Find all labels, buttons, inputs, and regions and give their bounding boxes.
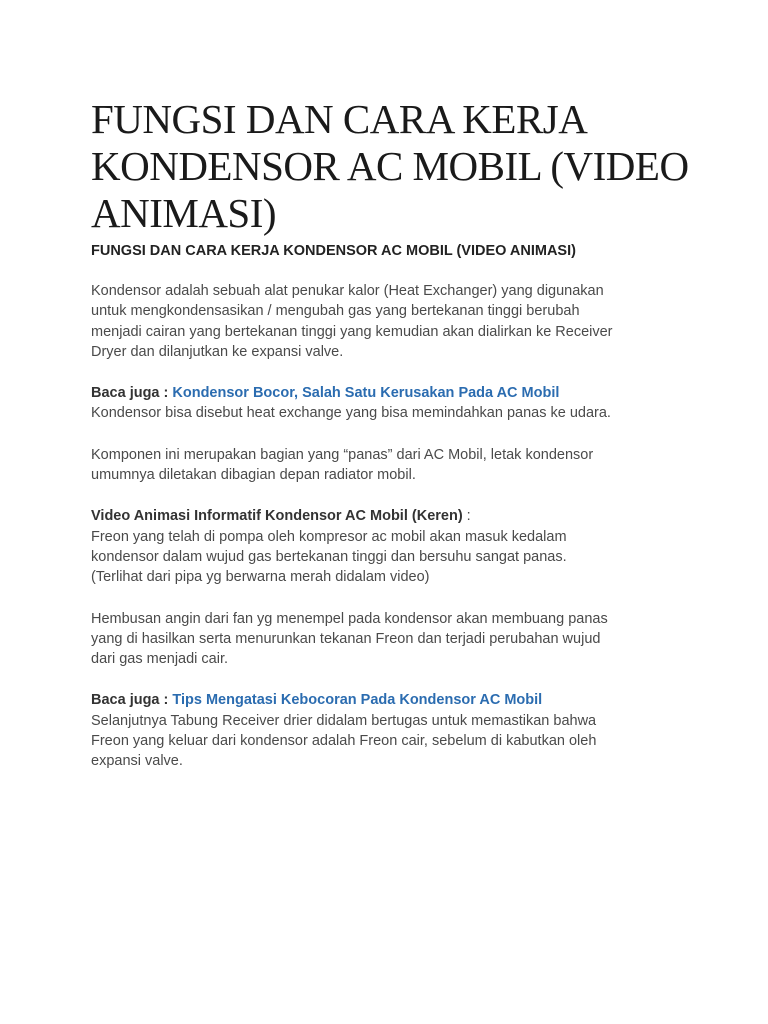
read-also-paragraph-2 bbox=[91, 690, 691, 771]
read-also-after-1: Kondensor bisa disebut heat exchange yang bisa memindahkan panas ke udara. bbox=[91, 405, 611, 422]
fan-line-1: Hembusan angin dari fan yg menempel pada kondensor akan membuang panas bbox=[91, 610, 608, 627]
document-page bbox=[91, 96, 691, 772]
title-line-3: ANIMASI) bbox=[91, 190, 277, 236]
page-title bbox=[91, 96, 691, 237]
read-also-line-1 bbox=[91, 383, 691, 403]
component-paragraph bbox=[91, 445, 691, 486]
read-also-link-1[interactable]: Kondensor Bocor, Salah Satu Kerusakan Pada AC Mobil bbox=[172, 385, 560, 402]
video-paragraph bbox=[91, 506, 691, 587]
article-subtitle: FUNGSI DAN CARA KERJA KONDENSOR AC MOBIL (VIDEO ANIMASI) bbox=[91, 243, 576, 259]
video-line-1: Freon yang telah di pompa oleh kompresor ac mobil akan masuk kedalam bbox=[91, 528, 567, 545]
intro-line-2: untuk mengkondensasikan / mengubah gas yang bertekanan tinggi berubah bbox=[91, 303, 580, 320]
read-also-label-1: Baca juga : bbox=[91, 385, 173, 402]
video-line-3: (Terlihat dari pipa yg berwarna merah didalam video) bbox=[91, 569, 430, 586]
video-heading-suffix: : bbox=[462, 508, 471, 525]
intro-line-3: menjadi cairan yang bertekanan tinggi yang kemudian akan dialirkan ke Receiver bbox=[91, 323, 613, 340]
fan-line-3: dari gas menjadi cair. bbox=[91, 651, 229, 668]
fan-line-2: yang di hasilkan serta menurunkan tekanan Freon dan terjadi perubahan wujud bbox=[91, 630, 601, 647]
read-also-link-2[interactable]: Tips Mengatasi Kebocoran Pada Kondensor AC Mobil bbox=[172, 692, 543, 709]
read-also-line-2 bbox=[91, 690, 691, 710]
title-line-1: FUNGSI DAN CARA KERJA bbox=[91, 96, 588, 142]
video-heading-line bbox=[91, 506, 691, 526]
fan-paragraph bbox=[91, 609, 691, 670]
read-also-after-2-2: Freon yang keluar dari kondensor adalah Freon cair, sebelum di kabutkan oleh bbox=[91, 733, 597, 750]
video-line-2: kondensor dalam wujud gas bertekanan tinggi dan bersuhu sangat panas. bbox=[91, 548, 567, 565]
video-heading: Video Animasi Informatif Kondensor AC Mobil (Keren) bbox=[91, 508, 463, 525]
read-also-label-2: Baca juga : bbox=[91, 692, 173, 709]
intro-paragraph bbox=[91, 281, 691, 362]
intro-line-4: Dryer dan dilanjutkan ke expansi valve. bbox=[91, 343, 344, 360]
title-line-2: KONDENSOR AC MOBIL (VIDEO bbox=[91, 143, 689, 189]
intro-line-1: Kondensor adalah sebuah alat penukar kalor (Heat Exchanger) yang digunakan bbox=[91, 283, 604, 299]
component-line-2: umumnya diletakan dibagian depan radiator mobil. bbox=[91, 467, 416, 484]
read-also-after-2-3: expansi valve. bbox=[91, 753, 183, 770]
read-also-paragraph-1 bbox=[91, 383, 691, 424]
read-also-after-2-1: Selanjutnya Tabung Receiver drier didalam bertugas untuk memastikan bahwa bbox=[91, 712, 597, 729]
component-line-1: Komponen ini merupakan bagian yang “panas” dari AC Mobil, letak kondensor bbox=[91, 446, 594, 463]
